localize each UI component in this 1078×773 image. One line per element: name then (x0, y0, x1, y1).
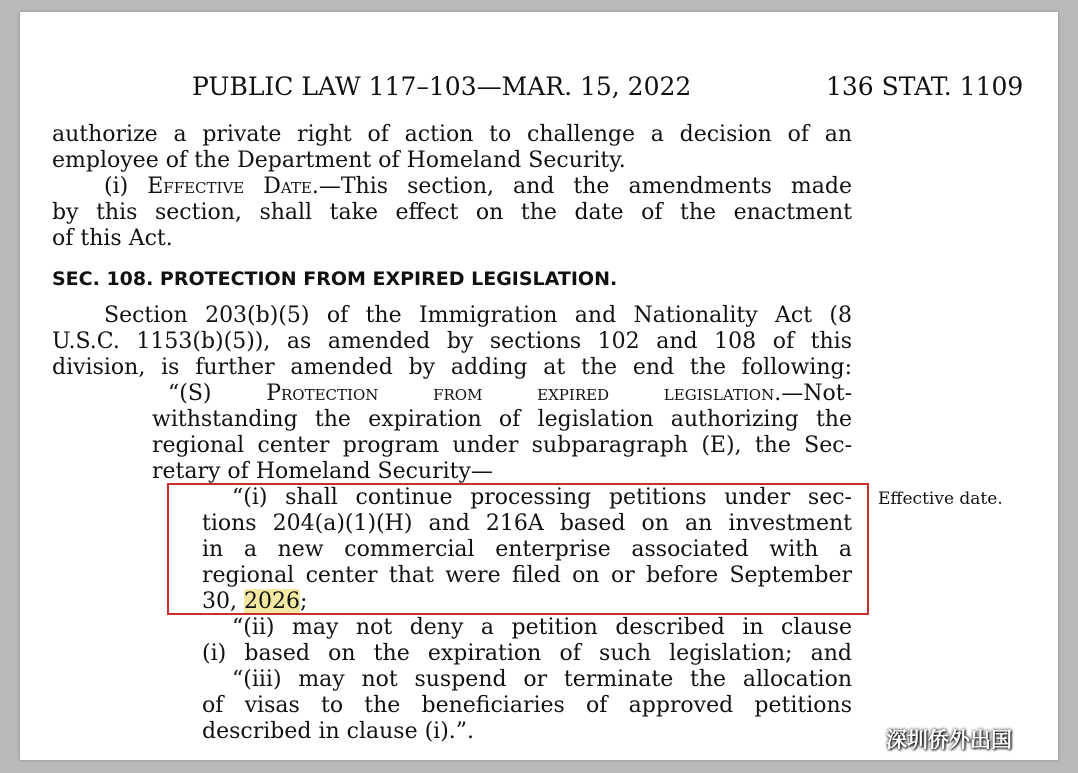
highlight-box (167, 483, 869, 615)
text-line: regional center that were filed on or before September (202, 563, 852, 588)
text-line: (i) based on the expiration of such legislation; and (202, 641, 852, 666)
text-line: “(iii) may not suspend or terminate the allocation (232, 667, 852, 692)
document-page (20, 12, 1058, 760)
text-line: in a new commercial enterprise associated with a (202, 537, 852, 562)
watermark: 深圳侨外出国 (886, 728, 1012, 752)
subparagraph-s-heading: “(S) Protection from expired legislation.—Not- (168, 381, 852, 406)
text-line: of this Act. (52, 226, 173, 251)
text-line: division, is further amended by adding at the end the following: (52, 355, 852, 380)
text-line: Section 203(b)(5) of the Immigration and Nationality Act (8 (104, 303, 852, 328)
margin-note: Effective date. (878, 489, 1003, 509)
text-line: retary of Homeland Security— (152, 459, 493, 484)
text-line: withstanding the expiration of legislation authorizing the (152, 407, 852, 432)
text-line: authorize a private right of action to challenge a decision of an (52, 122, 852, 147)
section-heading: SEC. 108. PROTECTION FROM EXPIRED LEGISLATION. (52, 268, 618, 290)
clause-i-date-line: 30, 2026; (202, 589, 308, 614)
text-line: regional center program under subparagraph (E), the Sec- (152, 433, 852, 458)
text-line: tions 204(a)(1)(H) and 216A based on an investment (202, 511, 852, 536)
text-line: “(ii) may not deny a petition described in clause (232, 615, 852, 640)
text-line: employee of the Department of Homeland Security. (52, 148, 626, 173)
text-line: of visas to the beneficiaries of approved petitions (202, 693, 852, 718)
running-header-page: 136 STAT. 1109 (826, 72, 1024, 101)
running-header-title: PUBLIC LAW 117–103—MAR. 15, 2022 (192, 72, 692, 101)
text-line: by this section, shall take effect on the date of the enactment (52, 200, 852, 225)
text-line: “(i) shall continue processing petitions under sec- (232, 485, 852, 510)
text-line: described in clause (i).”. (202, 719, 475, 744)
text-line: U.S.C. 1153(b)(5)), as amended by sections 102 and 108 of this (52, 329, 852, 354)
highlighted-year: 2026 (243, 589, 300, 614)
effective-date-line: (i) Effective Date.—This section, and the amendments made (104, 174, 852, 199)
